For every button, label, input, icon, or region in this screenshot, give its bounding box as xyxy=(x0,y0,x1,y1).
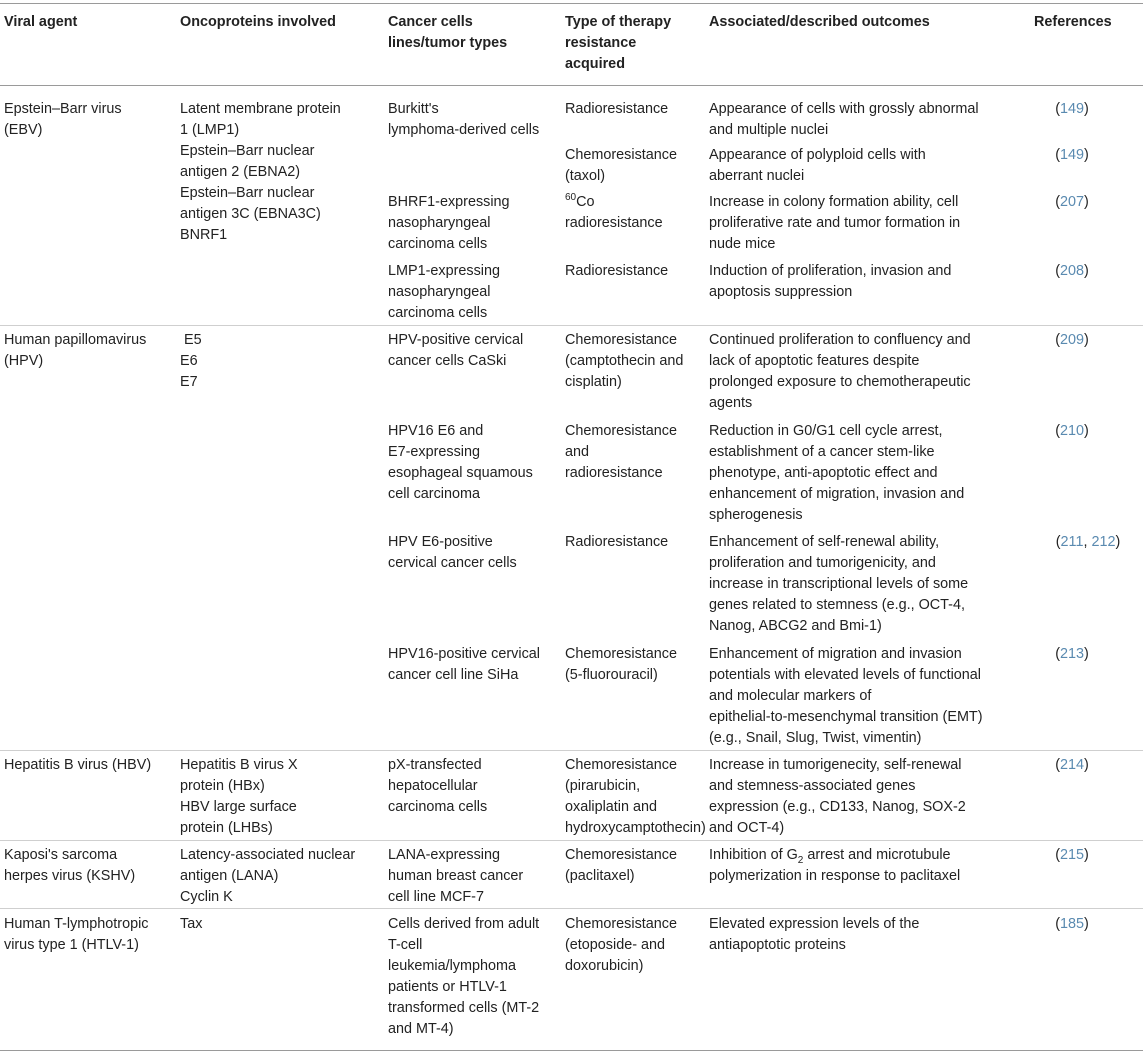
cell-line: BHRF1-expressing nasopharyngeal carcinoma cells xyxy=(388,194,510,252)
cell-line: pX-transfected hepatocellular carcinoma cells xyxy=(388,757,488,815)
outcome: Increase in tumorigenecity, self-renewal and stemness-associated genes expression (e.g., CD133, Nanog, SOX-2 and OCT-4) xyxy=(709,757,966,836)
reference-link[interactable]: 210 xyxy=(1059,423,1084,439)
reference xyxy=(1034,845,1110,866)
table-bottom-rule xyxy=(0,1050,1143,1051)
reference-link[interactable]: 149 xyxy=(1059,101,1084,117)
therapy-type: Chemoresistance (taxol) xyxy=(565,147,677,184)
ref-paren-close: ) xyxy=(1084,263,1089,279)
ref-paren-close: ) xyxy=(1084,847,1089,863)
cell-line: Burkitt's lymphoma-derived cells xyxy=(388,101,540,138)
oncoproteins: Latent membrane protein 1 (LMP1) Epstein–Barr nuclear antigen 2 (EBNA2) Epstein–Barr nuclear antigen 3C (EBNA3C) BNRF1 xyxy=(180,101,341,243)
virus-name: Hepatitis B virus (HBV) xyxy=(4,757,152,773)
ref-paren-close: ) xyxy=(1084,646,1089,662)
header-viral-agent: Viral agent xyxy=(4,14,78,30)
outcome: Enhancement of migration and invasion potentials with elevated levels of functional and molecular markers of epithelial-to-mesenchymal transition (EMT) (e.g., Snail, Slug, Twist, vimentin) xyxy=(709,646,983,746)
reference xyxy=(1034,261,1110,282)
therapy-text: Co radioresistance xyxy=(565,194,663,231)
oncoproteins: Latency-associated nuclear antigen (LANA) Cyclin K xyxy=(180,847,356,905)
virus-name: Human T-lymphotropic virus type 1 (HTLV-1) xyxy=(4,916,149,953)
ref-paren-open: ( xyxy=(1055,101,1060,117)
ref-paren-close: ) xyxy=(1084,916,1089,932)
ref-paren-close: ) xyxy=(1084,423,1089,439)
virus-name: Epstein–Barr virus (EBV) xyxy=(4,101,122,138)
reference xyxy=(1034,99,1110,120)
outcome-text: arrest and microtubule polymerization in response to paclitaxel xyxy=(709,847,961,884)
ref-paren-open: ( xyxy=(1055,646,1060,662)
header-therapy-type: Type of therapy resistance acquired xyxy=(565,14,672,72)
virus-name: Human papillomavirus (HPV) xyxy=(4,332,147,369)
outcome: Enhancement of self-renewal ability, proliferation and tumorigenicity, and increase in transcriptional levels of some genes related to stemness (e.g., OCT-4, Nanog, ABCG2 and Bmi-1) xyxy=(709,534,969,634)
outcome xyxy=(709,845,960,887)
oncoproteins: E5 E6 E7 xyxy=(180,332,202,390)
outcome: Reduction in G0/G1 cell cycle arrest, establishment of a cancer stem-like phenotype, anti-apoptotic effect and enhancement of migration, invasion and spherogenesis xyxy=(709,423,965,523)
ref-separator: , xyxy=(1083,534,1092,550)
header-bottom-rule xyxy=(0,85,1143,86)
cell-line: LMP1-expressing nasopharyngeal carcinoma cells xyxy=(388,263,500,321)
virus-name: Kaposi's sarcoma herpes virus (KSHV) xyxy=(4,847,136,884)
therapy-type: Radioresistance xyxy=(565,263,669,279)
reference xyxy=(1034,755,1110,776)
reference-link[interactable]: 185 xyxy=(1059,916,1084,932)
ref-paren-open: ( xyxy=(1055,757,1060,773)
cell-line: Cells derived from adult T-cell leukemia/lymphoma patients or HTLV-1 transformed cells (MT-2 and MT-4) xyxy=(388,916,540,1037)
reference-link[interactable]: 212 xyxy=(1091,534,1116,550)
outcome: Elevated expression levels of the antiapoptotic proteins xyxy=(709,916,920,953)
reference-link[interactable]: 214 xyxy=(1059,757,1084,773)
therapy-type: Chemoresistance (pirarubicin, oxaliplatin and hydroxycamptothecin) xyxy=(565,757,706,836)
cell-line: LANA-expressing human breast cancer cell line MCF-7 xyxy=(388,847,524,905)
reference-link[interactable]: 149 xyxy=(1059,147,1084,163)
oncoproteins: Hepatitis B virus X protein (HBx) HBV large surface protein (LHBs) xyxy=(180,757,298,836)
header-cancer-cells: Cancer cells lines/tumor types xyxy=(388,14,508,51)
header-oncoproteins: Oncoproteins involved xyxy=(180,14,336,30)
ref-paren-open: ( xyxy=(1055,847,1060,863)
row-divider xyxy=(0,840,1143,841)
reference-link[interactable]: 211 xyxy=(1060,534,1084,550)
reference xyxy=(1034,644,1110,665)
cell-line: HPV E6-positive cervical cancer cells xyxy=(388,534,517,571)
ref-paren-close: ) xyxy=(1115,534,1121,550)
outcome-text: Inhibition of G xyxy=(709,847,798,863)
therapy-type: Chemoresistance (paclitaxel) xyxy=(565,847,677,884)
outcome: Increase in colony formation ability, cell proliferative rate and tumor formation in nude mice xyxy=(709,194,961,252)
reference-link[interactable]: 207 xyxy=(1059,194,1084,210)
ref-paren-close: ) xyxy=(1084,757,1089,773)
therapy-type: Chemoresistance (camptothecin and cisplatin) xyxy=(565,332,684,390)
ref-paren-open: ( xyxy=(1055,263,1060,279)
reference-link[interactable]: 215 xyxy=(1059,847,1084,863)
ref-paren-open: ( xyxy=(1055,332,1060,348)
therapy-type: Radioresistance xyxy=(565,534,669,550)
g2-subscript: 2 xyxy=(797,854,804,866)
cell-line: HPV16 E6 and E7-expressing esophageal squamous cell carcinoma xyxy=(388,423,533,502)
isotope-superscript: 60 xyxy=(565,192,577,204)
therapy-type: Chemoresistance and radioresistance xyxy=(565,423,677,481)
reference xyxy=(1034,421,1110,442)
row-divider xyxy=(0,750,1143,751)
outcome: Appearance of cells with grossly abnormal and multiple nuclei xyxy=(709,101,979,138)
header-outcomes: Associated/described outcomes xyxy=(709,14,930,30)
outcome: Appearance of polyploid cells with aberrant nuclei xyxy=(709,147,926,184)
therapy-type: Radioresistance xyxy=(565,101,669,117)
reference-link[interactable]: 213 xyxy=(1059,646,1084,662)
reference xyxy=(1034,914,1110,935)
row-divider xyxy=(0,325,1143,326)
ref-paren-close: ) xyxy=(1084,194,1089,210)
ref-paren-close: ) xyxy=(1084,147,1089,163)
therapy-type: Chemoresistance (etoposide- and doxorubicin) xyxy=(565,916,677,974)
reference xyxy=(1034,145,1110,166)
reference xyxy=(1034,532,1142,553)
ref-paren-open: ( xyxy=(1055,916,1060,932)
table-top-rule xyxy=(0,3,1143,4)
oncoproteins: Tax xyxy=(180,916,203,932)
ref-paren-open: ( xyxy=(1055,147,1060,163)
header-references: References xyxy=(1034,14,1112,30)
reference-link[interactable]: 208 xyxy=(1059,263,1084,279)
ref-paren-open: ( xyxy=(1055,534,1061,550)
reference-link[interactable]: 209 xyxy=(1059,332,1084,348)
therapy-type: Chemoresistance (5-fluorouracil) xyxy=(565,646,677,683)
outcome: Continued proliferation to confluency and lack of apoptotic features despite prolonged exposure to chemotherapeutic agents xyxy=(709,332,971,411)
reference xyxy=(1034,192,1110,213)
row-divider xyxy=(0,908,1143,909)
ref-paren-open: ( xyxy=(1055,194,1060,210)
ref-paren-close: ) xyxy=(1084,101,1089,117)
therapy-type xyxy=(565,192,663,234)
ref-paren-open: ( xyxy=(1055,423,1060,439)
cell-line: HPV16-positive cervical cancer cell line SiHa xyxy=(388,646,540,683)
cell-line: HPV-positive cervical cancer cells CaSki xyxy=(388,332,524,369)
reference xyxy=(1034,330,1110,351)
ref-paren-close: ) xyxy=(1084,332,1089,348)
outcome: Induction of proliferation, invasion and apoptosis suppression xyxy=(709,263,952,300)
